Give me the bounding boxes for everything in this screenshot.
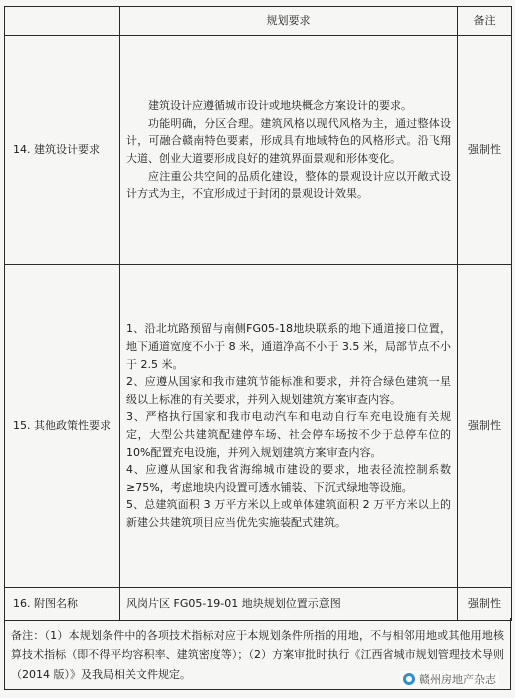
status-cell: 强制性 [458, 265, 512, 588]
requirement-cell [120, 265, 458, 588]
table-header-row [5, 7, 512, 36]
footnote: 备注：（1）本规划条件中的各项技术指标对应于本规划条件所指的用地，不与相邻用地或其他用地核算技术指标（即不得平均容积率、建筑密度等）；（2）方案审批时执行《江西省城市规划管理技术导则（2014 版）》及我局相关文件规定。 [4, 618, 511, 690]
status-cell: 强制性 [458, 36, 512, 265]
header-item-cell [5, 7, 120, 36]
requirement-paragraph: 应注重公共空间的品质化建设，整体的景观设计应以开敞式设计方式为主，不宜形成过于封闭的景观设计效果。 [126, 169, 451, 201]
requirement-paragraph: 1、沿北坑路预留与南侧FG05-18地块联系的地下通道接口位置，地下通道宽度不小于 8 米，通道净高不小于 3.5 米，局部节点不小于 2.5 米。 [126, 322, 451, 371]
requirement-paragraph: 功能明确，分区合理。建筑风格以现代风格为主，通过整体设计，可融合赣南特色要素，形成具有地域特色的风格形式。沿飞翔大道、创业大道要形成良好的建筑界面景观和形体变化。 [126, 116, 451, 165]
requirement-cell [120, 36, 458, 265]
requirement-paragraph: 5、总建筑面积 3 万平方米以上或单体建筑面积 2 万平方米以上的新建公共建筑项目应当优先实施装配式建筑。 [126, 498, 451, 529]
header-note: 备注 [458, 7, 512, 36]
watermark-text: 赣州房地产杂志 [419, 673, 496, 686]
wechat-logo-icon [403, 673, 415, 685]
planning-conditions-table [4, 6, 512, 621]
table-row [5, 36, 512, 265]
status-cell: 强制性 [458, 588, 512, 621]
watermark [400, 671, 499, 687]
requirement-paragraph: 3、严格执行国家和我市电动汽车和电动自行车充电设施有关规定，大型公共建筑配建停车场、社会停车场按不少于总停车位的 10%配置充电设施，并列入规划建筑方案审查内容。 [126, 410, 451, 459]
item-name: 16. 附图名称 [5, 588, 120, 621]
item-name: 14. 建筑设计要求 [5, 36, 120, 265]
requirement-paragraph: 2、应遵从国家和我市建筑节能标准和要求，并符合绿色建筑一星级以上标准的有关要求，并列入规划建筑方案审查内容。 [126, 375, 451, 406]
item-name: 15. 其他政策性要求 [5, 265, 120, 588]
header-requirement: 规划要求 [120, 7, 458, 36]
requirement-cell: 风岗片区 FG05-19-01 地块规划位置示意图 [120, 588, 458, 621]
table-row [5, 588, 512, 621]
requirement-paragraph: 建筑设计应遵循城市设计或地块概念方案设计的要求。 [148, 99, 412, 113]
table-row [5, 265, 512, 588]
requirement-paragraph: 4、应遵从国家和我省海绵城市建设的要求，地表径流控制系数≥75%，考虑地块内设置可透水铺装、下沉式绿地等设施。 [126, 463, 451, 494]
